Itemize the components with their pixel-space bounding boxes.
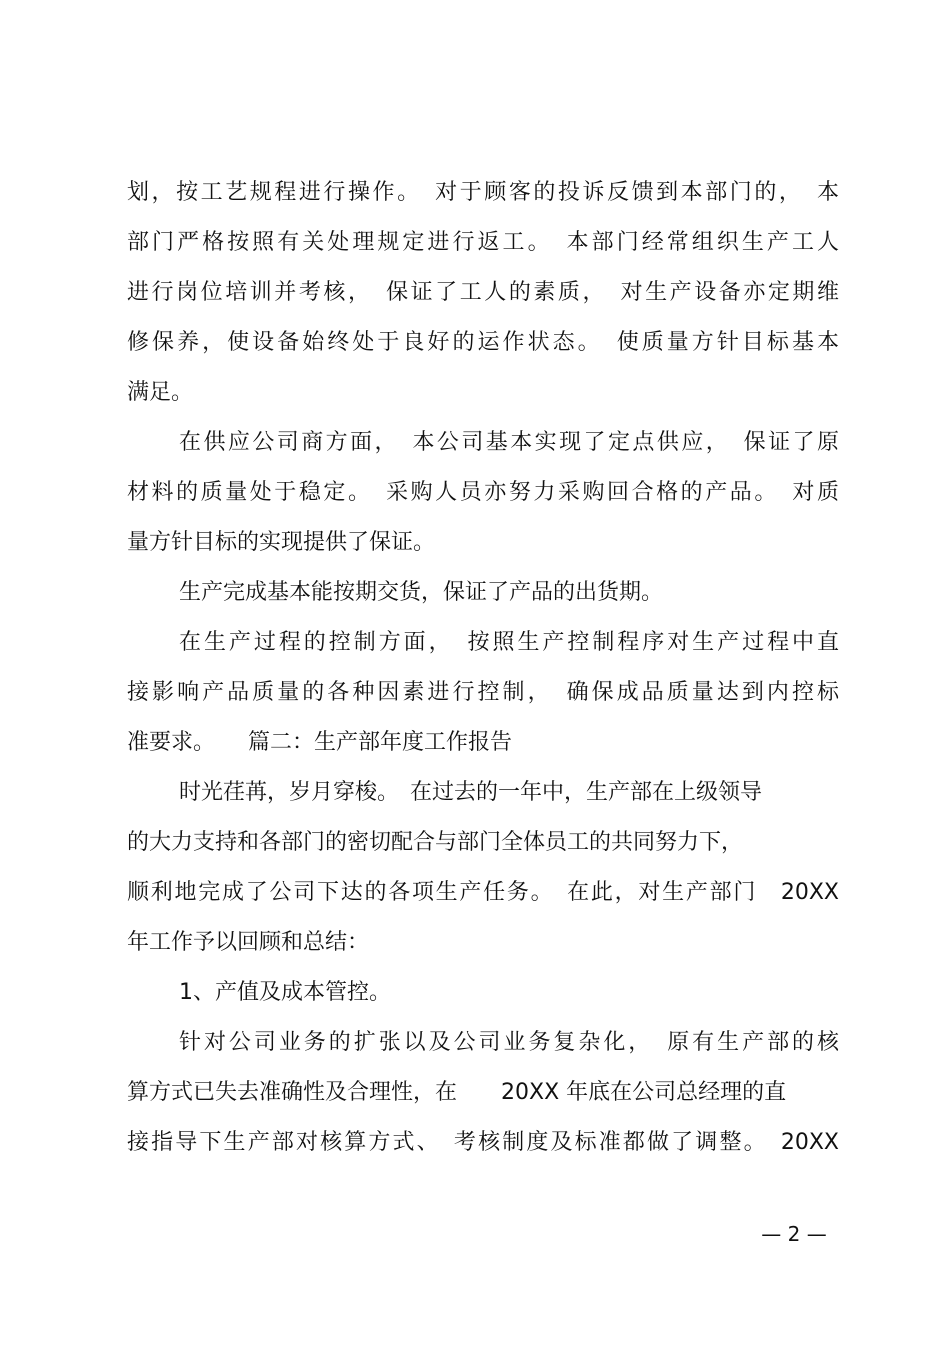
text-line: 量方针目标的实现提供了保证。 xyxy=(127,530,436,555)
text-line: 接指导下生产部对核算方式、 考核制度及标准都做了调整。 20XX xyxy=(127,1130,839,1155)
paragraph-first-line: 针对公司业务的扩张以及公司业务复杂化， 原有生产部的核 xyxy=(179,1030,839,1055)
text-line: 材料的质量处于稳定。 采购人员亦努力采购回合格的产品。 对质 xyxy=(127,480,839,505)
numbered-heading: 1、产值及成本管控。 xyxy=(179,980,391,1005)
text-line: 年工作予以回顾和总结： xyxy=(127,930,370,955)
text-line: 算方式已失去准确性及合理性，在 20XX 年底在公司总经理的直 xyxy=(127,1080,787,1105)
text-line: 修保养，使设备始终处于良好的运作状态。 使质量方针目标基本 xyxy=(127,330,839,355)
page-number: — 2 — xyxy=(761,1222,827,1246)
section-heading-line: 准要求。 篇二：生产部年度工作报告 xyxy=(127,730,513,755)
text-line: 满足。 xyxy=(127,380,194,405)
paragraph-first-line: 生产完成基本能按期交货，保证了产品的出货期。 xyxy=(179,580,664,605)
paragraph-first-line: 在生产过程的控制方面， 按照生产控制程序对生产过程中直 xyxy=(179,630,839,655)
text-line: 部门严格按照有关处理规定进行返工。 本部门经常组织生产工人 xyxy=(127,230,839,255)
paragraph-first-line: 时光荏苒，岁月穿梭。 在过去的一年中，生产部在上级领导 xyxy=(179,780,763,805)
text-line: 顺利地完成了公司下达的各项生产任务。 在此，对生产部门 20XX xyxy=(127,880,839,905)
text-line: 的大力支持和各部门的密切配合与部门全体员工的共同努力下， xyxy=(127,830,744,855)
text-line: 进行岗位培训并考核， 保证了工人的素质， 对生产设备亦定期维 xyxy=(127,280,839,305)
paragraph-first-line: 在供应公司商方面， 本公司基本实现了定点供应， 保证了原 xyxy=(179,430,839,455)
text-line: 划，按工艺规程进行操作。 对于顾客的投诉反馈到本部门的， 本 xyxy=(127,180,839,205)
text-line: 接影响产品质量的各种因素进行控制， 确保成品质量达到内控标 xyxy=(127,680,839,705)
